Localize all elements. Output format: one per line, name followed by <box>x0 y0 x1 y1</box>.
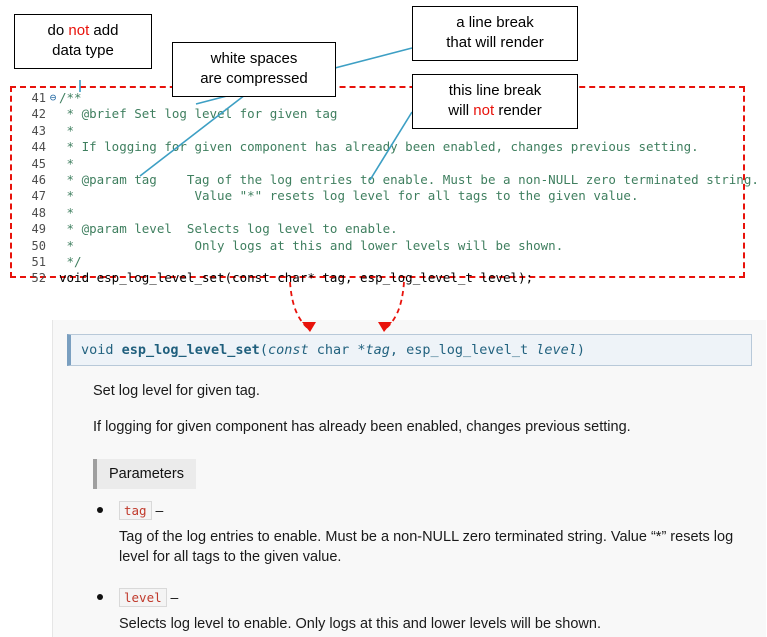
callout-datatype-line1b: add <box>89 22 119 39</box>
doc-detail-text: If logging for given component has already been enabled, changes previous setting. <box>93 418 631 435</box>
doc-brief-text: Set log level for given tag. <box>93 383 260 399</box>
signature-param1-name: tag <box>365 342 390 358</box>
code-text: * @brief Set log level for given tag <box>59 106 338 122</box>
callout-render-line1: a line break <box>456 14 534 31</box>
callout-datatype-line1: do <box>47 22 69 39</box>
line-number: 49 <box>31 222 46 237</box>
signature-param2-type: esp_log_level_t <box>406 342 537 358</box>
code-text: /** <box>59 90 82 105</box>
code-text: * <box>59 155 75 171</box>
line-number: 51 <box>31 254 46 269</box>
line-number: 46 <box>31 172 46 187</box>
signature-function-name: esp_log_level_set <box>121 342 260 358</box>
callout-norender-line1: this line break <box>448 82 542 99</box>
signature-paren-close: ) <box>576 342 585 358</box>
param-name-tag: tag <box>119 501 152 520</box>
signature-param2-name: level <box>536 342 577 358</box>
leader-spaces <box>140 88 254 176</box>
callout-datatype-line2: data type <box>52 42 114 60</box>
callout-line-break-not-render <box>412 74 578 129</box>
signature-separator: , <box>389 342 407 358</box>
code-text: * Value "*" resets log level for all tags to the given value. <box>59 188 639 204</box>
callout-norender-emphasis: not <box>473 102 495 120</box>
callout-spaces-line1: white spaces <box>210 50 298 67</box>
callout-datatype-emphasis: not <box>68 22 90 39</box>
line-number: 44 <box>31 140 46 155</box>
line-number: 47 <box>31 189 46 204</box>
code-text: */ <box>59 253 82 269</box>
code-text: * Only logs at this and lower levels will be shown. <box>59 237 564 253</box>
code-fold-icon[interactable]: ⊖ <box>49 91 57 104</box>
code-text: * @param tag Tag of the log entries to enable. Must be a non-NULL zero terminated string. <box>59 171 759 187</box>
line-number: 42 <box>31 107 46 122</box>
callout-norender-line2pre: will <box>448 102 474 120</box>
param-description: Selects log level to enable. Only logs at this and lower levels will be shown. <box>119 615 601 632</box>
param-dash: – <box>151 502 164 519</box>
code-text: * <box>59 204 75 220</box>
line-number: 43 <box>31 123 46 138</box>
parameters-section-header: Parameters <box>93 459 196 489</box>
line-number: 52 <box>31 271 46 286</box>
code-text: * @param level Selects log level to enable. <box>59 221 398 237</box>
signature-return-type: void <box>81 342 122 358</box>
line-number: 41 <box>31 91 46 105</box>
callout-render-line2: that will render <box>446 34 544 52</box>
code-text: * If logging for given component has already been enabled, changes previous setting. <box>59 139 699 155</box>
leader-norender <box>370 112 412 180</box>
code-text: void esp_log_level_set(const char* tag, esp_log_level_t level); <box>59 270 534 286</box>
callout-do-not-add-data-type <box>14 14 152 69</box>
callout-white-spaces-compressed <box>172 42 336 97</box>
code-text: * <box>59 122 75 138</box>
signature-qualifier: const <box>267 342 309 358</box>
line-number: 50 <box>31 238 46 253</box>
param-name-level: level <box>119 588 167 607</box>
signature-paren-open: ( <box>259 342 268 358</box>
line-number: 48 <box>31 205 46 220</box>
param-description: Tag of the log entries to enable. Must be a non-NULL zero terminated string. Value “*” resets log level for all tags to the given value. <box>119 529 734 566</box>
line-number: 45 <box>31 156 46 171</box>
signature-param1-type: char * <box>308 342 366 358</box>
param-dash: – <box>166 588 179 605</box>
callout-norender-line2post: render <box>494 102 542 120</box>
callout-spaces-line2: are compressed <box>200 70 308 88</box>
callout-line-break-renders <box>412 6 578 61</box>
